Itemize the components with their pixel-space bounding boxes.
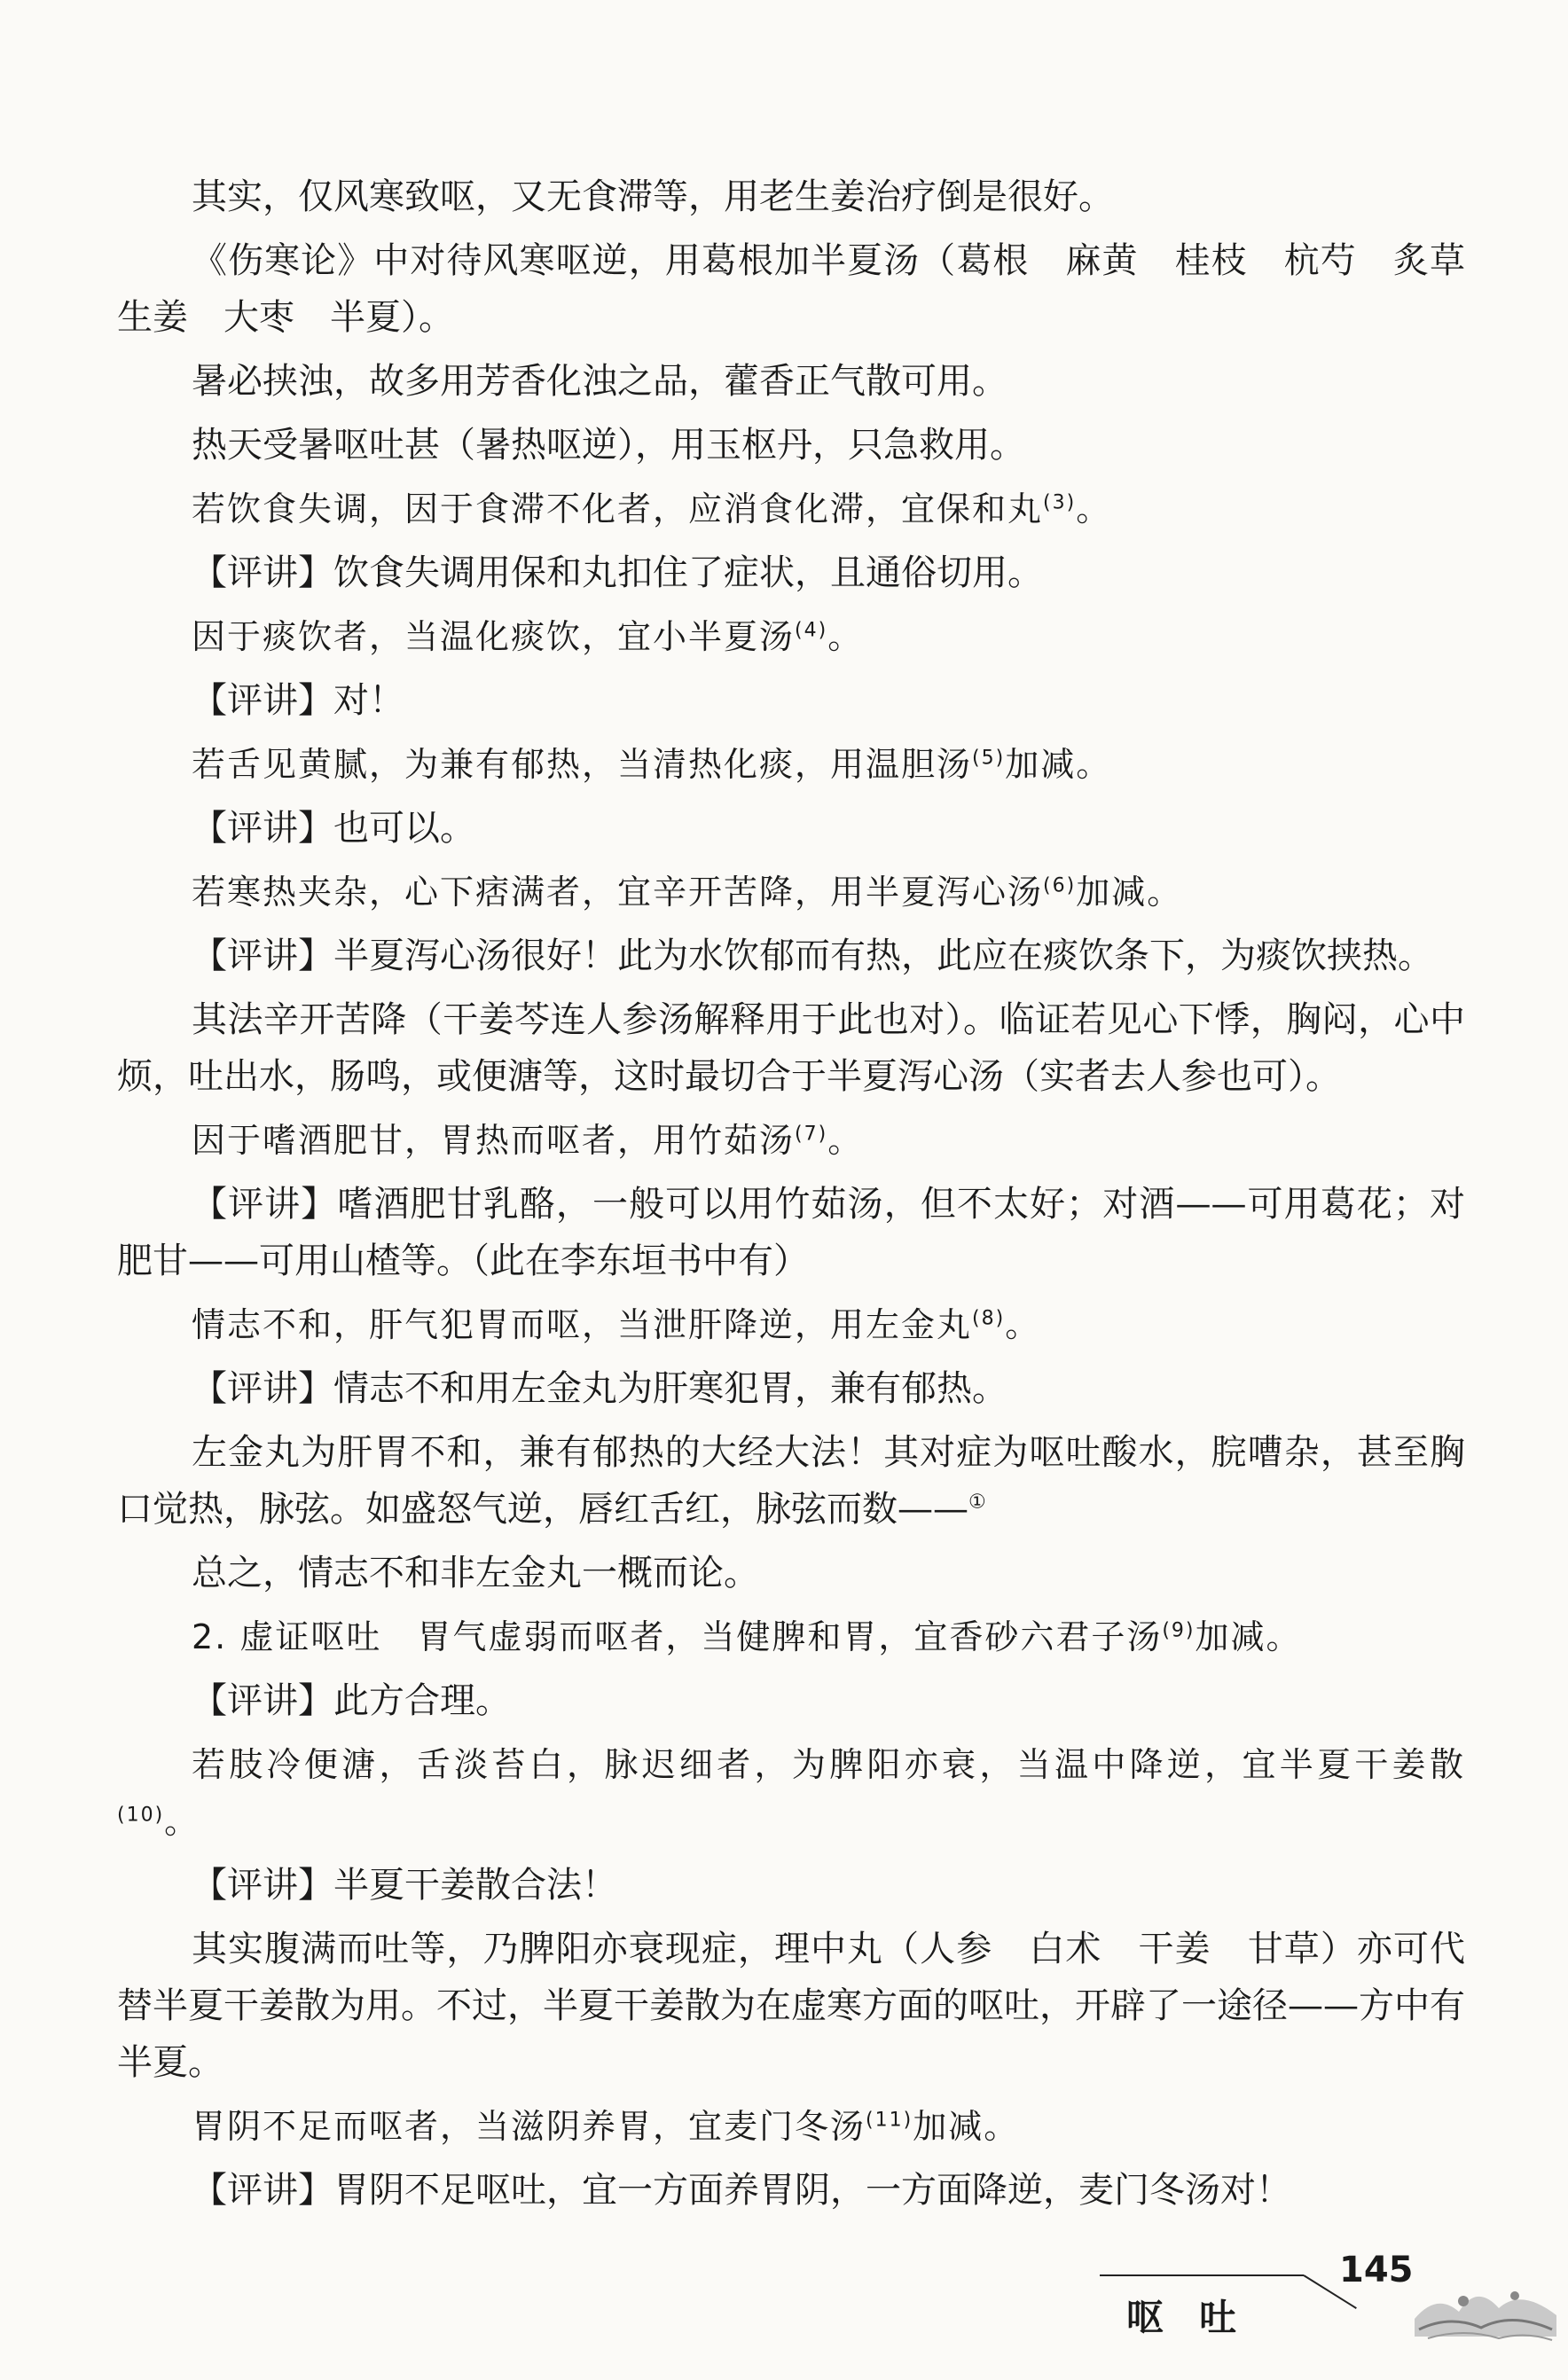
commentary-paragraph — [117, 2162, 1465, 2219]
footnote-marker: (7) — [795, 1123, 828, 1146]
paragraph-tail: 。 — [827, 1121, 864, 1160]
paragraph-tail: 。 — [164, 1802, 200, 1841]
paragraph-text: 【评讲】也可以。 — [192, 808, 475, 849]
paragraph-gap — [117, 2091, 1465, 2098]
footnote-marker: (6) — [1043, 874, 1077, 897]
footnote-marker: (4) — [795, 619, 828, 642]
paragraph-gap — [117, 474, 1465, 481]
original-text-paragraph — [117, 2098, 1465, 2155]
paragraph-gap — [117, 1353, 1465, 1360]
footnote-marker: (8) — [972, 1307, 1006, 1330]
paragraph-gap — [117, 1850, 1465, 1857]
footnote-marker: ① — [968, 1491, 986, 1514]
paragraph-tail: 。 — [1005, 1305, 1041, 1344]
paragraph-text: 总之，情志不和非左金丸一概而论。 — [192, 1553, 759, 1593]
paragraph-text: 若肢冷便溏，舌淡苔白，脉迟细者，为脾阳亦衰，当温中降逆，宜半夏干姜散 — [192, 1745, 1465, 1784]
original-text-paragraph — [117, 1609, 1465, 1665]
paragraph-text: 《伤寒论》中对待风寒呕逆，用葛根加半夏汤（葛根 麻黄 桂枝 杭芍 炙草 生姜 大枣 半夏）。 — [117, 240, 1501, 338]
commentary-paragraph — [117, 353, 1465, 410]
paragraph-tail: 加减。 — [1005, 745, 1112, 784]
commentary-paragraph — [117, 928, 1465, 984]
paragraph-text: 【评讲】胃阴不足呕吐，宜一方面养胃阴，一方面降逆，麦门冬汤对！ — [192, 2170, 1291, 2211]
paragraph-gap — [117, 1105, 1465, 1112]
paragraph-gap — [117, 410, 1465, 417]
paragraph-gap — [117, 346, 1465, 353]
paragraph-text: 【评讲】嗜酒肥甘乳酪，一般可以用竹茹汤，但不太好；对酒——可用葛花；对肥甘——可用山楂等。（此在李东垣书中有） — [117, 1184, 1465, 1281]
footnote-marker: (5) — [972, 747, 1006, 770]
commentary-paragraph — [117, 672, 1465, 729]
commentary-paragraph — [117, 1176, 1465, 1289]
commentary-paragraph — [117, 168, 1465, 225]
paragraph-text: 其法辛开苦降（干姜芩连人参汤解释用于此也对）。临证若见心下悸，胸闷，心中烦，吐出水，肠鸣，或便溏等，这时最切合于半夏泻心汤（实者去人参也可）。 — [117, 999, 1465, 1097]
paragraph-text: 胃阴不足而呕者，当滋阴养胃，宜麦门冬汤 — [192, 2107, 866, 2146]
paragraph-text: 热天受暑呕吐甚（暑热呕逆），用玉枢丹，只急救用。 — [192, 425, 1025, 466]
commentary-paragraph — [117, 1360, 1465, 1417]
original-text-paragraph — [117, 1296, 1465, 1353]
page-footer — [1100, 2250, 1561, 2354]
paragraph-text: 若饮食失调，因于食滞不化者，应消食化滞，宜保和丸 — [192, 489, 1044, 528]
paragraph-text: 因于痰饮者，当温化痰饮，宜小半夏汤 — [192, 617, 796, 656]
commentary-paragraph — [117, 991, 1465, 1105]
paragraph-gap — [117, 729, 1465, 736]
paragraph-tail: 加减。 — [1076, 873, 1183, 912]
footnote-marker: (11) — [866, 2109, 913, 2132]
paragraph-gap — [117, 537, 1465, 544]
paragraph-gap — [117, 601, 1465, 608]
paragraph-gap — [117, 1289, 1465, 1296]
commentary-paragraph — [117, 1857, 1465, 1914]
paragraph-text: 【评讲】对！ — [192, 680, 404, 721]
commentary-paragraph — [117, 1672, 1465, 1729]
footnote-marker: (10) — [117, 1804, 165, 1827]
original-text-paragraph — [117, 1736, 1465, 1850]
paragraph-gap — [117, 2155, 1465, 2162]
paragraph-gap — [117, 1538, 1465, 1545]
paragraph-gap — [117, 225, 1465, 232]
paragraph-text: 左金丸为肝胃不和，兼有郁热的大经大法！其对症为呕吐酸水，脘嘈杂，甚至胸口觉热，脉弦。如盛怒气逆，唇红舌红，脉弦而数—— — [117, 1432, 1465, 1530]
paragraph-text: 情志不和，肝气犯胃而呕，当泄肝降逆，用左金丸 — [192, 1305, 973, 1344]
page-body — [117, 168, 1501, 2226]
paragraph-gap — [117, 1417, 1465, 1424]
paragraph-gap — [117, 793, 1465, 800]
commentary-paragraph — [117, 232, 1501, 346]
landscape-ornament-icon — [1410, 2257, 1561, 2354]
paragraph-tail: 加减。 — [1195, 1617, 1302, 1656]
original-text-paragraph — [117, 481, 1465, 537]
paragraph-gap — [117, 857, 1465, 864]
original-text-paragraph — [117, 736, 1465, 793]
footnote-marker: (9) — [1162, 1619, 1196, 1642]
paragraph-gap — [117, 1665, 1465, 1672]
footnote-marker: (3) — [1043, 491, 1077, 514]
paragraph-text: 2. 虚证呕吐 胃气虚弱而呕者，当健脾和胃，宜香砂六君子汤 — [192, 1617, 1163, 1656]
paragraph-text: 其实，仅风寒致呕，又无食滞等，用老生姜治疗倒是很好。 — [192, 176, 1114, 217]
paragraph-text: 【评讲】此方合理。 — [192, 1680, 511, 1721]
paragraph-text: 若舌见黄腻，为兼有郁热，当清热化痰，用温胆汤 — [192, 745, 973, 784]
paragraph-text: 因于嗜酒肥甘，胃热而呕者，用竹茹汤 — [192, 1121, 796, 1160]
paragraph-text: 【评讲】半夏泻心汤很好！此为水饮郁而有热，此应在痰饮条下，为痰饮挟热。 — [192, 936, 1433, 976]
paragraph-text: 【评讲】情志不和用左金丸为肝寒犯胃，兼有郁热。 — [192, 1368, 1007, 1409]
paragraph-gap — [117, 1729, 1465, 1736]
paragraph-gap — [117, 665, 1465, 672]
paragraph-text: 【评讲】饮食失调用保和丸扣住了症状，且通俗切用。 — [192, 552, 1043, 593]
original-text-paragraph — [117, 608, 1465, 665]
commentary-paragraph — [117, 1545, 1465, 1601]
paragraph-gap — [117, 920, 1465, 928]
paragraph-tail: 。 — [1076, 489, 1112, 528]
paragraph-text: 暑必挟浊，故多用芳香化浊之品，藿香正气散可用。 — [192, 361, 1007, 402]
paragraph-text: 【评讲】半夏干姜散合法！ — [192, 1865, 617, 1906]
chapter-title: 呕吐 — [1126, 2296, 1273, 2339]
paragraph-text: 若寒热夹杂，心下痞满者，宜辛开苦降，用半夏泻心汤 — [192, 873, 1044, 912]
original-text-paragraph — [117, 864, 1465, 920]
commentary-paragraph — [117, 1921, 1465, 2091]
commentary-paragraph — [117, 417, 1465, 474]
paragraph-gap — [117, 984, 1465, 991]
page-number: 145 — [1339, 2250, 1414, 2290]
footer-rule — [1100, 2274, 1304, 2276]
paragraph-tail: 加减。 — [913, 2107, 1020, 2146]
paragraph-gap — [117, 1169, 1465, 1176]
paragraph-gap — [117, 2219, 1465, 2226]
paragraph-text: 其实腹满而吐等，乃脾阳亦衰现症，理中丸（人参 白术 干姜 甘草）亦可代替半夏干姜散为用。不过，半夏干姜散为在虚寒方面的呕吐，开辟了一途径——方中有半夏。 — [117, 1929, 1465, 2083]
commentary-paragraph — [117, 800, 1465, 857]
original-text-paragraph — [117, 1112, 1465, 1169]
paragraph-gap — [117, 1601, 1465, 1609]
paragraph-tail: 。 — [827, 617, 864, 656]
commentary-paragraph — [117, 1424, 1465, 1538]
commentary-paragraph — [117, 544, 1465, 601]
paragraph-gap — [117, 1914, 1465, 1921]
